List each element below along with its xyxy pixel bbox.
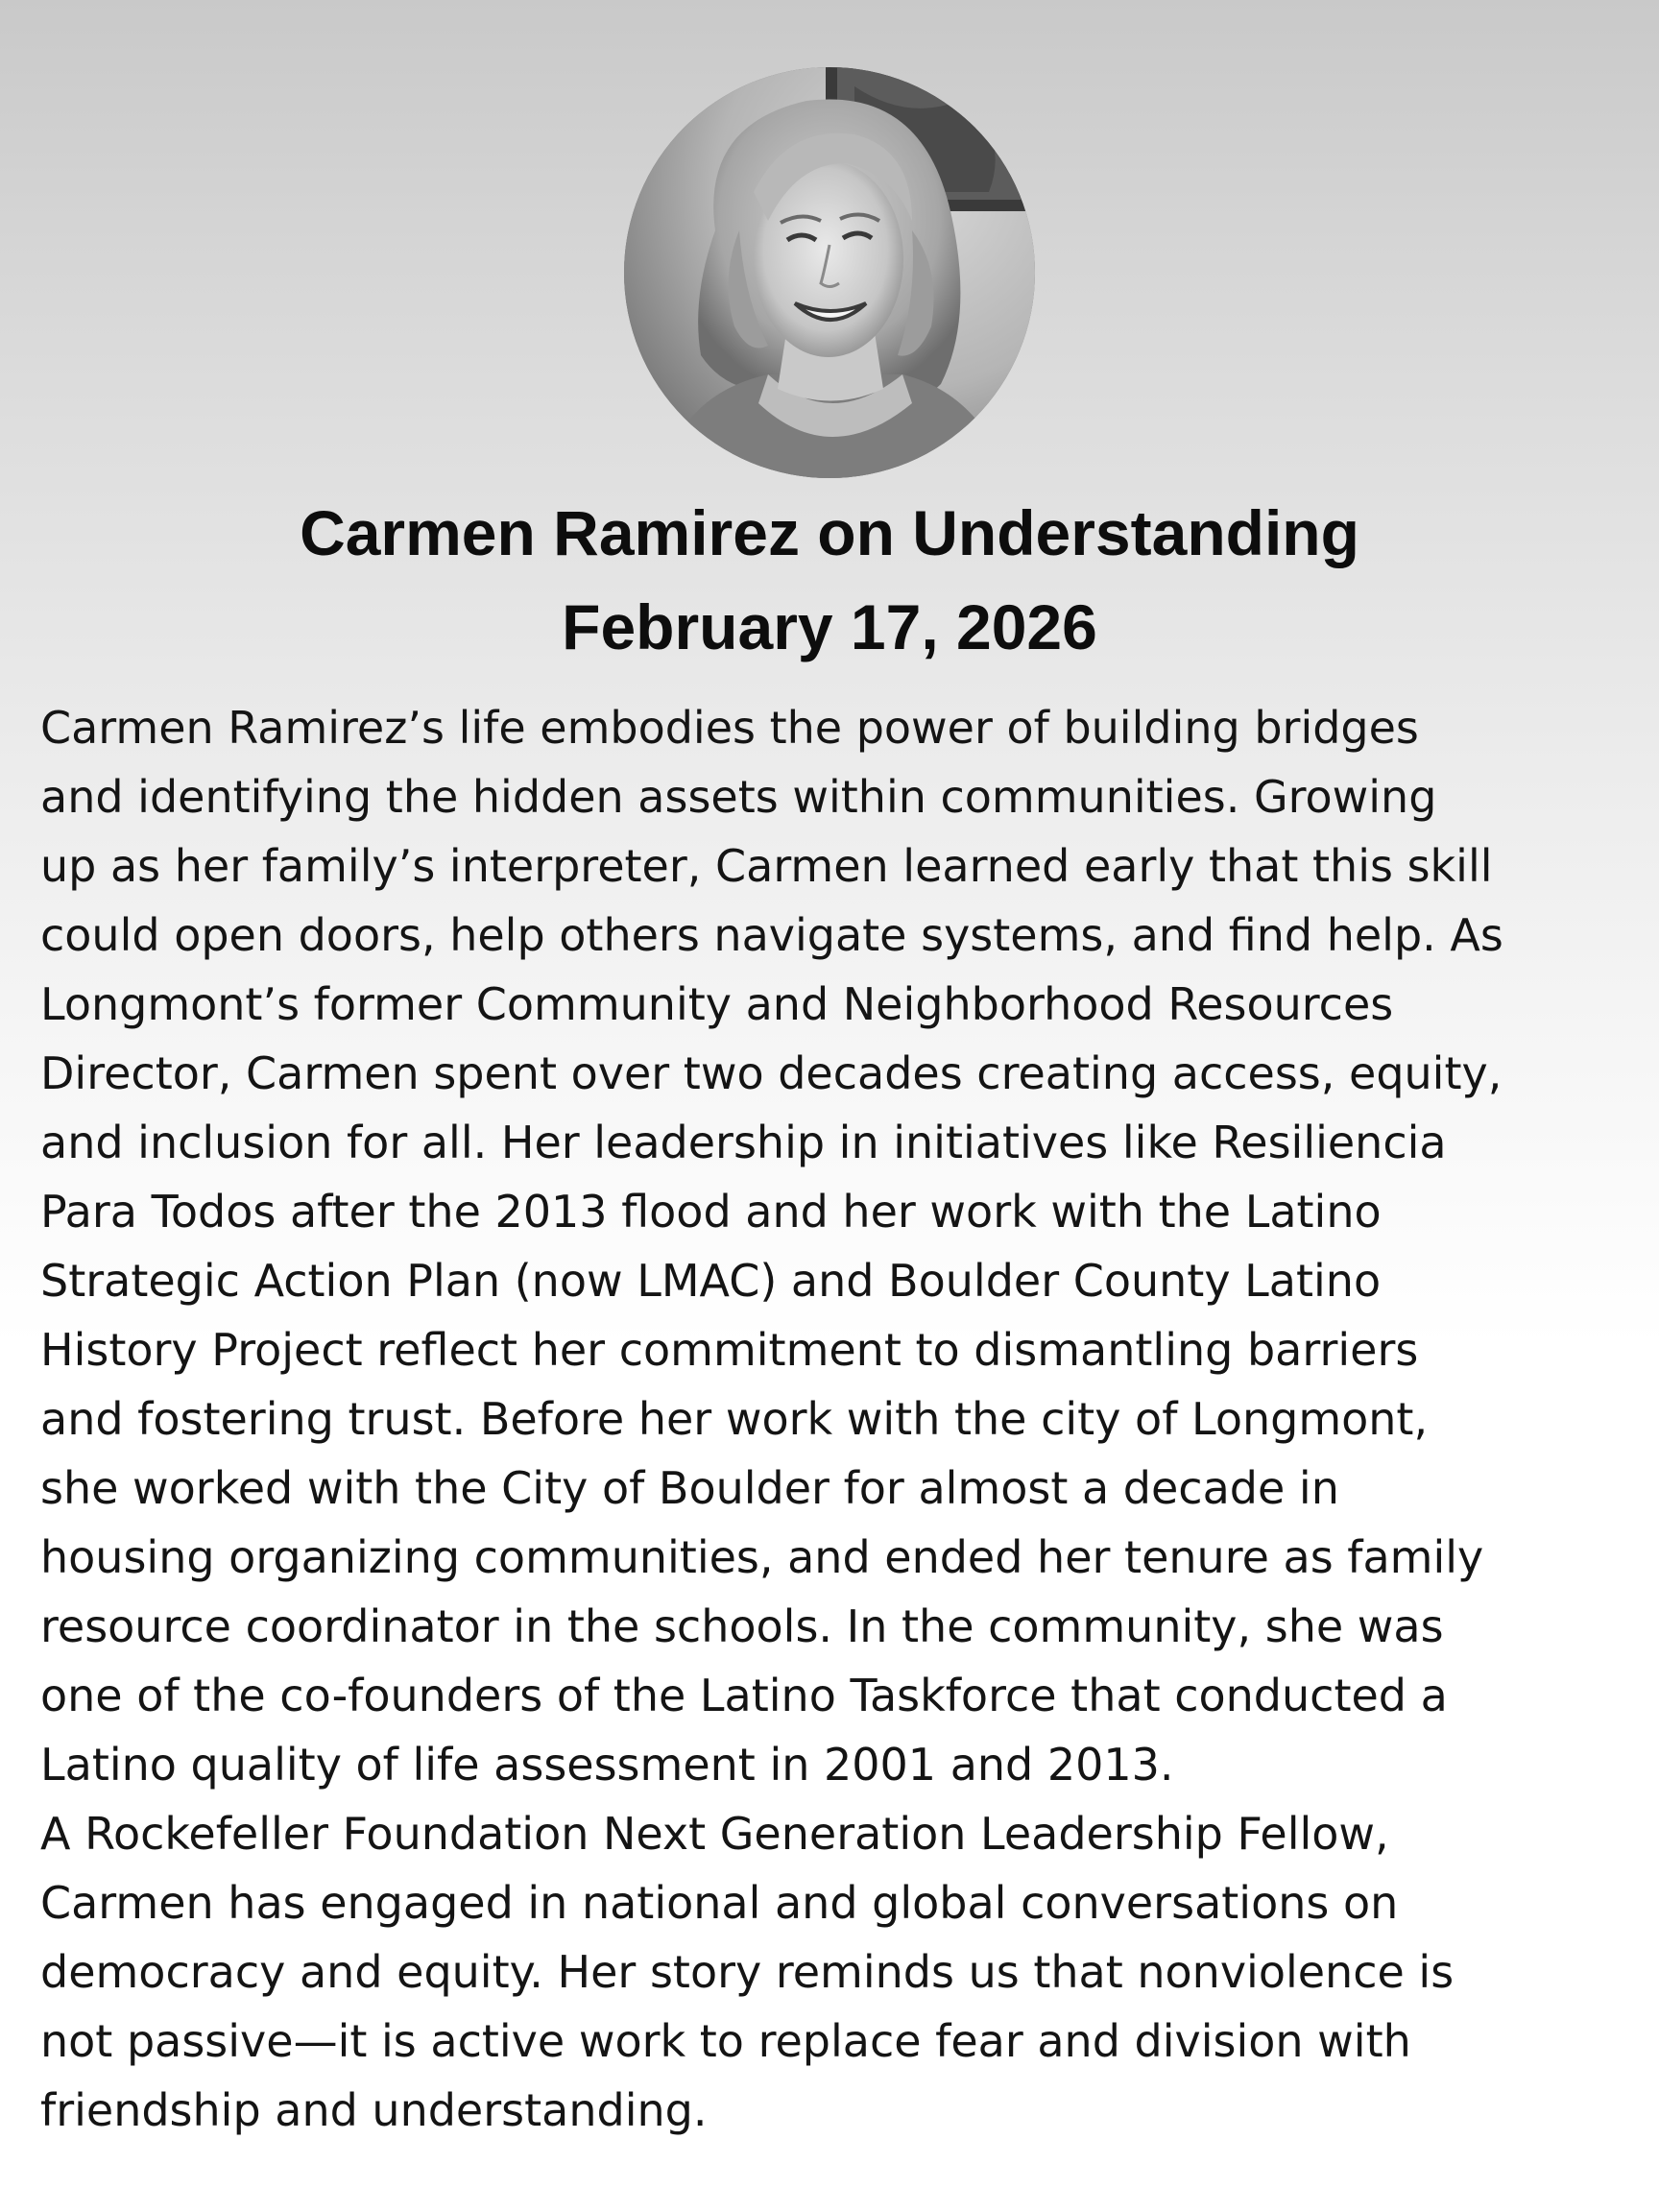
bio-line: democracy and equity. Her story reminds us that nonviolence is [40, 1946, 1455, 1998]
bio-line: not passive—it is active work to replace fear and division with [40, 2015, 1411, 2067]
bio-line: Latino quality of life assessment in 2001 and 2013. [40, 1739, 1174, 1791]
bio-line: Para Todos after the 2013 flood and her work with the Latino [40, 1186, 1382, 1238]
bio-line: Longmont’s former Community and Neighborhood Resources [40, 978, 1394, 1030]
bio-line: and inclusion for all. Her leadership in initiatives like Resiliencia [40, 1117, 1447, 1168]
portrait-photo [624, 67, 1035, 478]
bio-line: friendship and understanding. [40, 2084, 708, 2136]
bio-line: she worked with the City of Boulder for almost a decade in [40, 1462, 1339, 1514]
bio-line: Strategic Action Plan (now LMAC) and Boulder County Latino [40, 1255, 1382, 1307]
bio-line: History Project reflect her commitment to dismantling barriers [40, 1324, 1419, 1376]
bio-line: up as her family’s interpreter, Carmen learned early that this skill [40, 840, 1493, 892]
bio-line: resource coordinator in the schools. In the community, she was [40, 1600, 1444, 1652]
bio-line: and identifying the hidden assets within communities. Growing [40, 771, 1437, 823]
bio-line: housing organizing communities, and ended her tenure as family [40, 1531, 1484, 1583]
bio-line: Carmen has engaged in national and global conversations on [40, 1877, 1399, 1929]
bio-line: Carmen Ramirez’s life embodies the power of building bridges [40, 702, 1419, 754]
bio-line: one of the co-founders of the Latino Taskforce that conducted a [40, 1670, 1448, 1721]
bio-line: A Rockefeller Foundation Next Generation Leadership Fellow, [40, 1808, 1389, 1860]
portrait-photo-icon [624, 67, 1035, 478]
bio-line: Director, Carmen spent over two decades creating access, equity, [40, 1047, 1503, 1099]
page-title: Carmen Ramirez on Understanding [300, 497, 1359, 568]
page-date: February 17, 2026 [562, 591, 1097, 662]
bio-line: and fostering trust. Before her work with the city of Longmont, [40, 1393, 1429, 1445]
biography-text [40, 693, 1634, 2145]
title-block [0, 486, 1659, 674]
bio-line: could open doors, help others navigate systems, and find help. As [40, 909, 1503, 961]
